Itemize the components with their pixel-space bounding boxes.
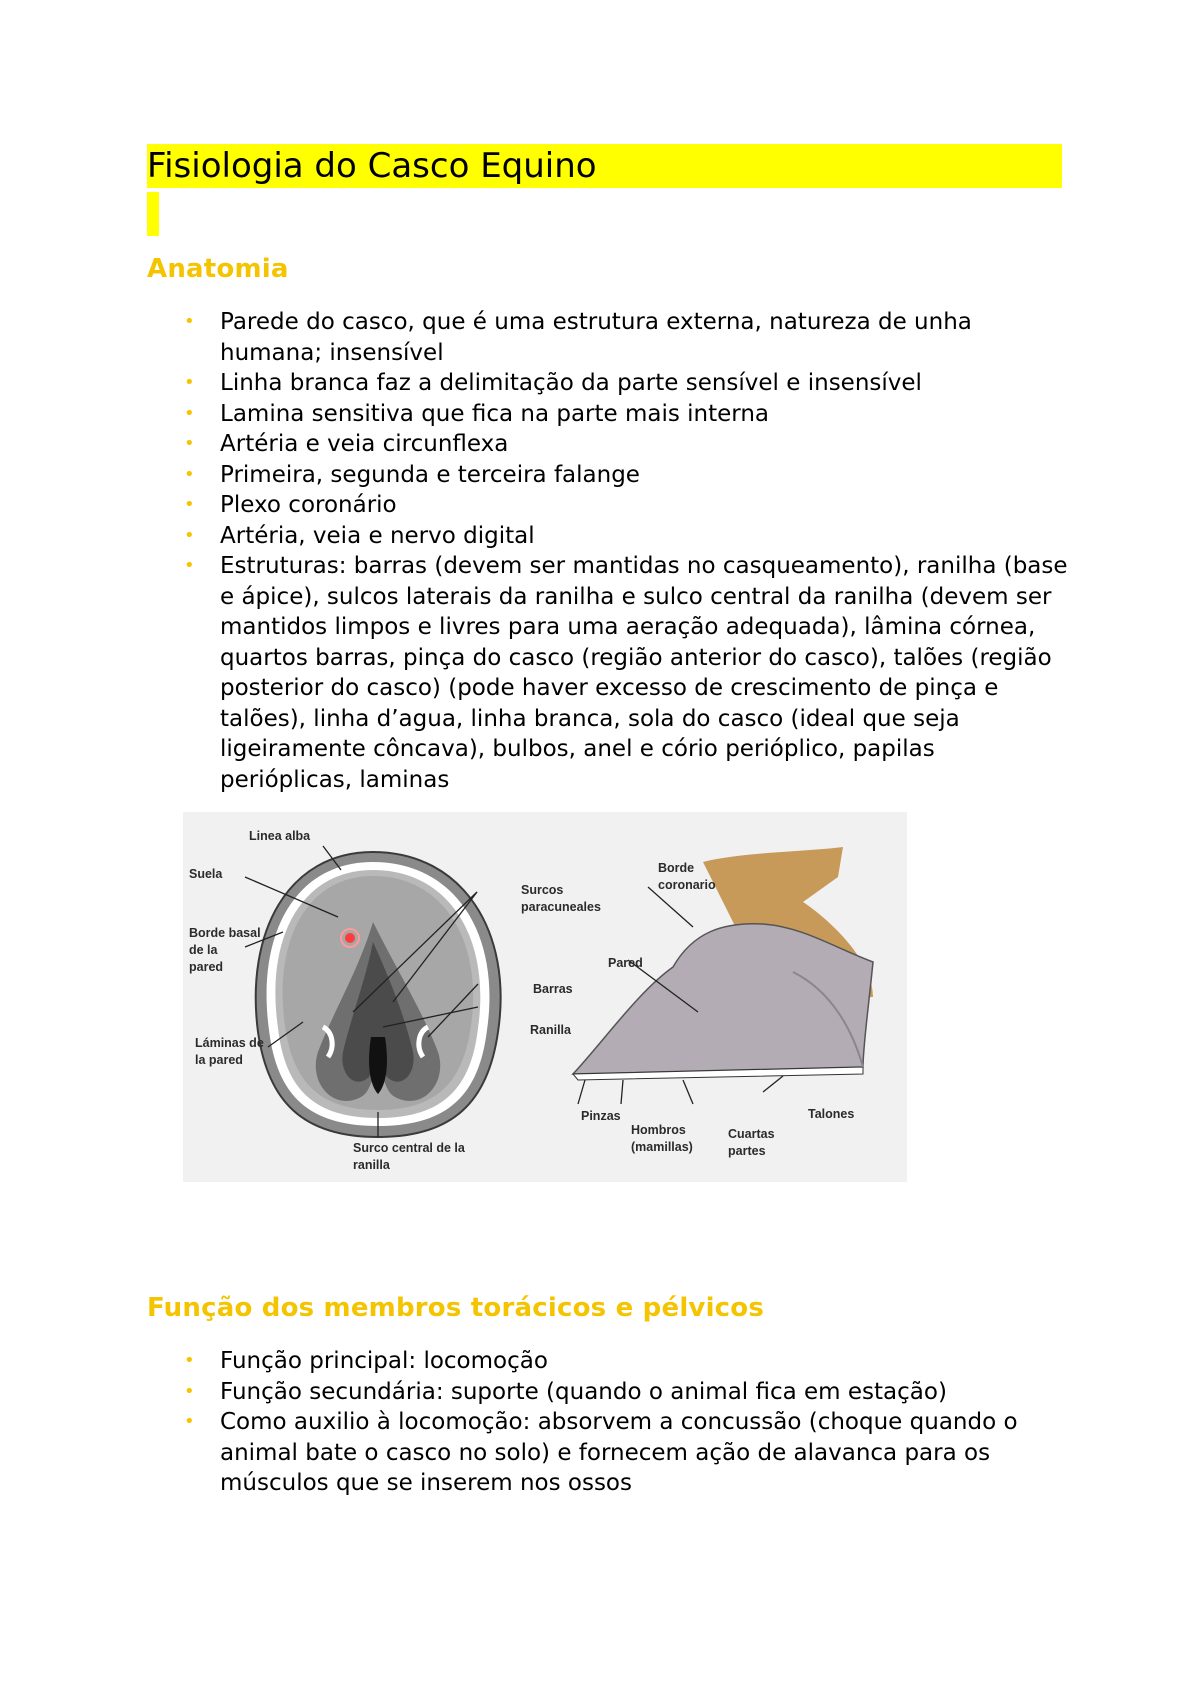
label-borde-coronario: coronario <box>658 878 716 892</box>
label-talones: Talones <box>808 1107 855 1121</box>
label-surco-central: Surco central de la <box>353 1141 465 1155</box>
label-cuartas-partes: partes <box>728 1144 766 1158</box>
label-laminas: la pared <box>195 1053 243 1067</box>
label-hombros: Hombros <box>631 1123 686 1137</box>
anatomia-list <box>147 307 1072 795</box>
label-pared: Pared <box>608 956 643 970</box>
list-item: • Lamina sensitiva que fica na parte mais interna <box>147 399 1072 430</box>
label-borde-basal: de la <box>189 943 218 957</box>
page-title: Fisiologia do Casco Equino <box>147 146 597 186</box>
list-item: • Estruturas: barras (devem ser mantidas no casqueamento), ranilha (base e ápice), sulcos laterais da ranilha e sulco central da ranilha (devem ser mantidos limpos e livres para uma aeração adequada), lâmina córnea, quartos barras, pinça do casco (região anterior do casco), talões (região posterior do casco) (pode haver excesso de crescimento de pinça e talões), linha d’agua, linha branca, sola do casco (ideal que seja ligeiramente côncava), bulbos, anel e cório perióplico, papilas perióplicas, laminas <box>147 551 1072 795</box>
label-surco-central: ranilla <box>353 1158 390 1172</box>
hoof-diagram <box>183 812 907 1182</box>
list-item: • Artéria, veia e nervo digital <box>147 521 1072 552</box>
section-heading-funcao: Função dos membros torácicos e pélvicos <box>147 1293 765 1323</box>
list-item: • Linha branca faz a delimitação da parte sensível e insensível <box>147 368 1072 399</box>
label-cuartas-partes: Cuartas <box>728 1127 775 1141</box>
label-pinzas: Pinzas <box>581 1109 621 1123</box>
list-item: • Plexo coronário <box>147 490 1072 521</box>
list-item: • Função secundária: suporte (quando o animal fica em estação) <box>147 1377 1072 1408</box>
label-laminas: Láminas de <box>195 1036 264 1050</box>
hoof-sole-view <box>256 852 501 1137</box>
list-item: • Função principal: locomoção <box>147 1346 1072 1377</box>
funcao-list <box>147 1346 1072 1499</box>
label-barras: Barras <box>533 982 573 996</box>
label-surcos: paracuneales <box>521 900 601 914</box>
list-item: • Parede do casco, que é uma estrutura externa, natureza de unha humana; insensível <box>147 307 1072 368</box>
label-linea-alba: Linea alba <box>249 829 311 843</box>
label-borde-basal: Borde basal <box>189 926 261 940</box>
label-surcos: Surcos <box>521 883 564 897</box>
list-item: • Artéria e veia circunflexa <box>147 429 1072 460</box>
list-item: • Como auxilio à locomoção: absorvem a concussão (choque quando o animal bate o casco no solo) e fornecem ação de alavanca para os músculos que se inserem nos ossos <box>147 1407 1072 1499</box>
label-borde-coronario: Borde <box>658 861 695 875</box>
list-item: • Primeira, segunda e terceira falange <box>147 460 1072 491</box>
label-ranilla: Ranilla <box>530 1023 571 1037</box>
label-suela: Suela <box>189 867 223 881</box>
label-hombros: (mamillas) <box>631 1140 693 1154</box>
empty-paragraph-highlight <box>147 192 159 236</box>
label-borde-basal: pared <box>189 960 224 974</box>
section-heading-anatomia: Anatomia <box>147 254 289 284</box>
hoof-anatomy-figure <box>183 812 907 1182</box>
